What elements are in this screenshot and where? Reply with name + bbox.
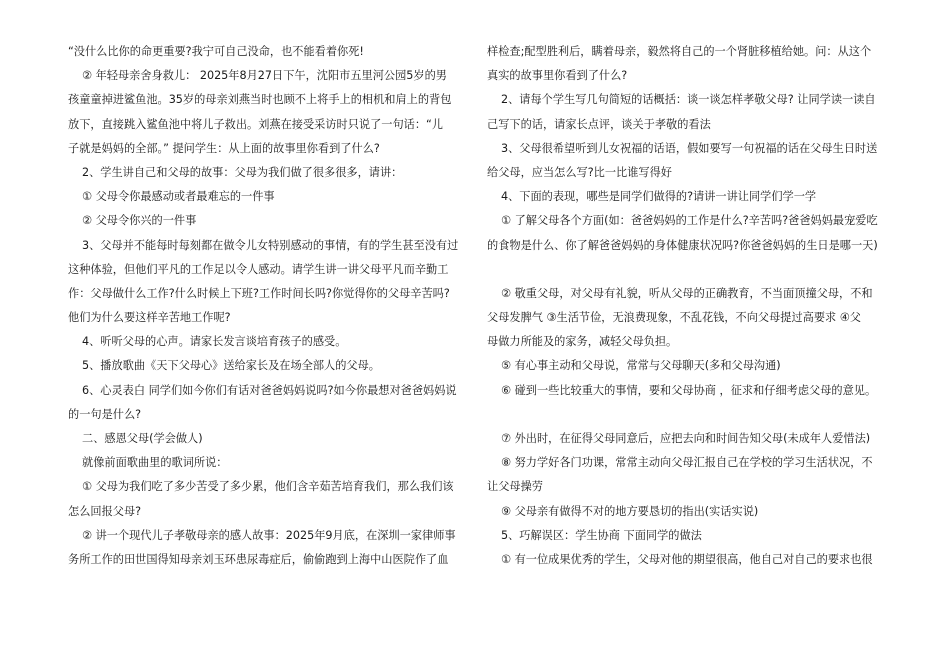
text-line: ① 父母为我们吃了多少苦受了多少累，他们含辛茹苦培育我们，那么我们该 [82,480,454,494]
text-line: 子就是妈妈的全部。” 提问学生：从上面的故事里你看到了什么? [68,141,380,155]
text-line: 4、听听父母的心声。请家长发言谈培育孩子的感受。 [82,335,347,349]
text-line: 的一句是什么? [68,407,142,421]
text-line: ⑤ 有心事主动和父母说，常常与父母聊天(多和父母沟通) [501,359,781,373]
text-line [487,258,892,282]
text-line: ⑨ 父母亲有做得不对的地方要恳切的指出(实话实说) [501,504,759,518]
text-line: “没什么比你的命更重要?我宁可自己没命，也不能看着你死! [68,45,364,58]
text-line: 放下，直接跳入鲨鱼池中将儿子救出。刘燕在接受采访时只说了一句话：“儿 [68,117,443,131]
right-text-column [487,40,892,572]
text-line: 5、巧解误区：学生协商 下面同学的做法 [501,528,702,542]
text-line: 孩童童掉进鲨鱼池。35岁的母亲刘燕当时也顾不上将手上的相机和肩上的背包 [68,93,452,107]
text-line: 这种体验，但他们平凡的工作足以令人感动。请学生讲一讲父母平凡而辛勤工 [68,262,449,276]
text-line: 的食物是什么、你了解爸爸妈妈的身体健康状况吗?你爸爸妈妈的生日是哪一天) [487,238,878,252]
text-line: 他们为什么要这样辛苦地工作呢? [68,311,231,325]
text-line: ② 讲一个现代儿子孝敬母亲的感人故事：2025年9月底，在深圳一家律师事 [82,528,456,542]
text-line: 父母发脾气 ③生活节俭，无浪费现象，不乱花钱，不向父母提过高要求 ④父 [487,311,861,325]
text-line: 作：父母做什么工作?什么时候上下班?工作时间长吗?你觉得你的父母辛苦吗? [68,286,450,300]
text-line: 3、父母很希望听到儿女祝福的话语，假如要写一句祝福的话在父母生日时送 [501,141,878,155]
text-line: ⑦ 外出时，在征得父母同意后，应把去向和时间告知父母(未成年人爱惜法) [501,432,871,445]
text-line: 务所工作的田世国得知母亲刘玉环患尿毒症后，偷偷跑到上海中山医院作了血 [68,552,449,566]
text-line [487,403,892,427]
text-line: ② 父母令你兴的一件事 [82,214,197,228]
text-line: 4、下面的表现，哪些是同学们做得的?请讲一讲让同学们学一学 [501,190,817,204]
text-line: 二、感恩父母(学会做人) [82,432,203,445]
text-line: ① 了解父母各个方面(如：爸爸妈妈的工作是什么?辛苦吗?爸爸妈妈最宠爱吃 [501,214,878,228]
text-line: 6、心灵表白 同学们如今你们有话对爸爸妈妈说吗?如今你最想对爸爸妈妈说 [82,383,457,397]
text-line: 样检查;配型胜利后，瞒着母亲，毅然将自己的一个肾脏移植给她。问：从这个 [487,45,872,58]
text-line: ① 有一位成果优秀的学生，父母对他的期望很高，他自己对自己的要求也很 [501,552,873,566]
text-line: 真实的故事里你看到了什么? [487,69,628,83]
text-line: 怎么回报父母? [68,504,142,518]
text-line: 给父母，应当怎么写?比一比谁写得好 [487,165,672,179]
text-line: 5、播放歌曲《天下父母心》送给家长及在场全部人的父母。 [82,359,380,373]
text-line: 就像前面歌曲里的歌词所说： [82,456,228,470]
text-line: 3、父母并不能每时每刻都在做令儿女特别感动的事情，有的学生甚至没有过 [82,238,459,252]
text-line: ⑧ 努力学好各门功课，常常主动向父母汇报自己在学校的学习生活状况，不 [501,456,873,470]
text-line: 母做力所能及的家务，减轻父母负担。 [487,335,678,349]
text-line: 己写下的话，请家长点评，谈关于孝敬的看法 [487,117,711,131]
text-line: 2、请每个学生写几句简短的话概括：谈一谈怎样孝敬父母? 让同学读一读自 [501,93,876,107]
text-line: ② 敬重父母，对父母有礼貌，听从父母的正确教育，不当面顶撞父母，不和 [501,286,873,300]
text-line: 让父母操劳 [487,480,543,494]
text-line: ② 年轻母亲舍身救儿： 2025年8月27日下午，沈阳市五里河公园5岁的男 [82,69,447,83]
text-line: 2、学生讲自己和父母的故事：父母为我们做了很多很多，请讲： [82,165,403,179]
text-line: ① 父母令你最感动或者最难忘的一件事 [82,190,275,204]
left-text-column [68,40,473,572]
text-line: ⑥ 碰到一些比较重大的事情，要和父母协商 ，征求和仔细考虑父母的意见。 [501,383,877,397]
